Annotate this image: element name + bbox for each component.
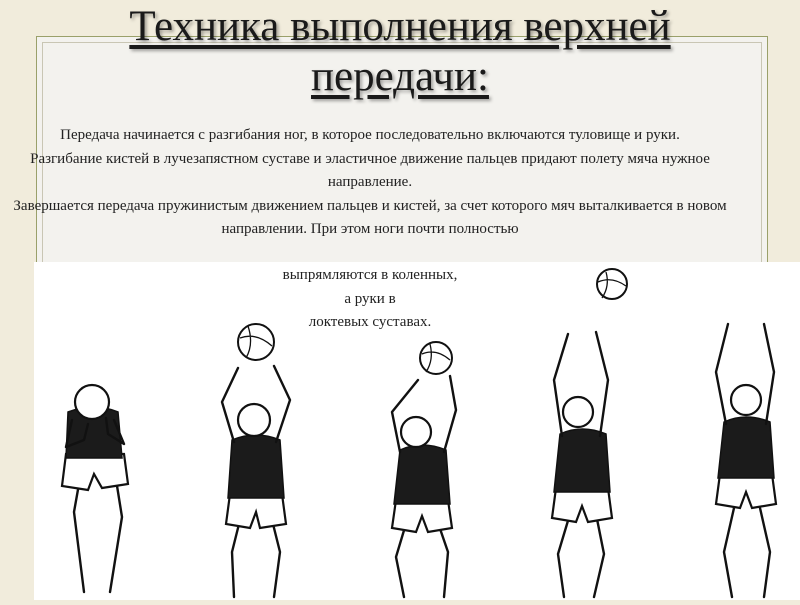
paragraph-2: Разгибание кистей в лучезапястном суставе и эластичное движение пальцев придают полету мяча нужное направление. <box>30 150 710 190</box>
body-text <box>10 124 730 242</box>
player-figure-3 <box>392 342 456 597</box>
overlay-text <box>10 264 730 335</box>
player-figure-5 <box>716 324 776 597</box>
paragraph-3: Завершается передача пружинистым движением пальцев и кистей, за счет которого мяч выталкивается в новом направлении. При этом ноги почти полностью <box>13 197 727 237</box>
slide-title <box>0 2 800 102</box>
player-figure-1 <box>62 385 128 592</box>
slide-title-line-1: Техника выполнения верхней <box>129 3 671 50</box>
slide-title-line-2: передачи: <box>311 53 489 100</box>
overlay-line-3: локтевых суставах. <box>308 314 432 330</box>
overlay-line-1: выпрямляются в коленных, <box>282 267 458 283</box>
overlay-line-2: а руки в <box>344 290 396 307</box>
paragraph-1: Передача начинается с разгибания ног, в которое последовательно включаются туловище и руки. <box>60 127 680 143</box>
player-figure-2 <box>222 324 290 597</box>
